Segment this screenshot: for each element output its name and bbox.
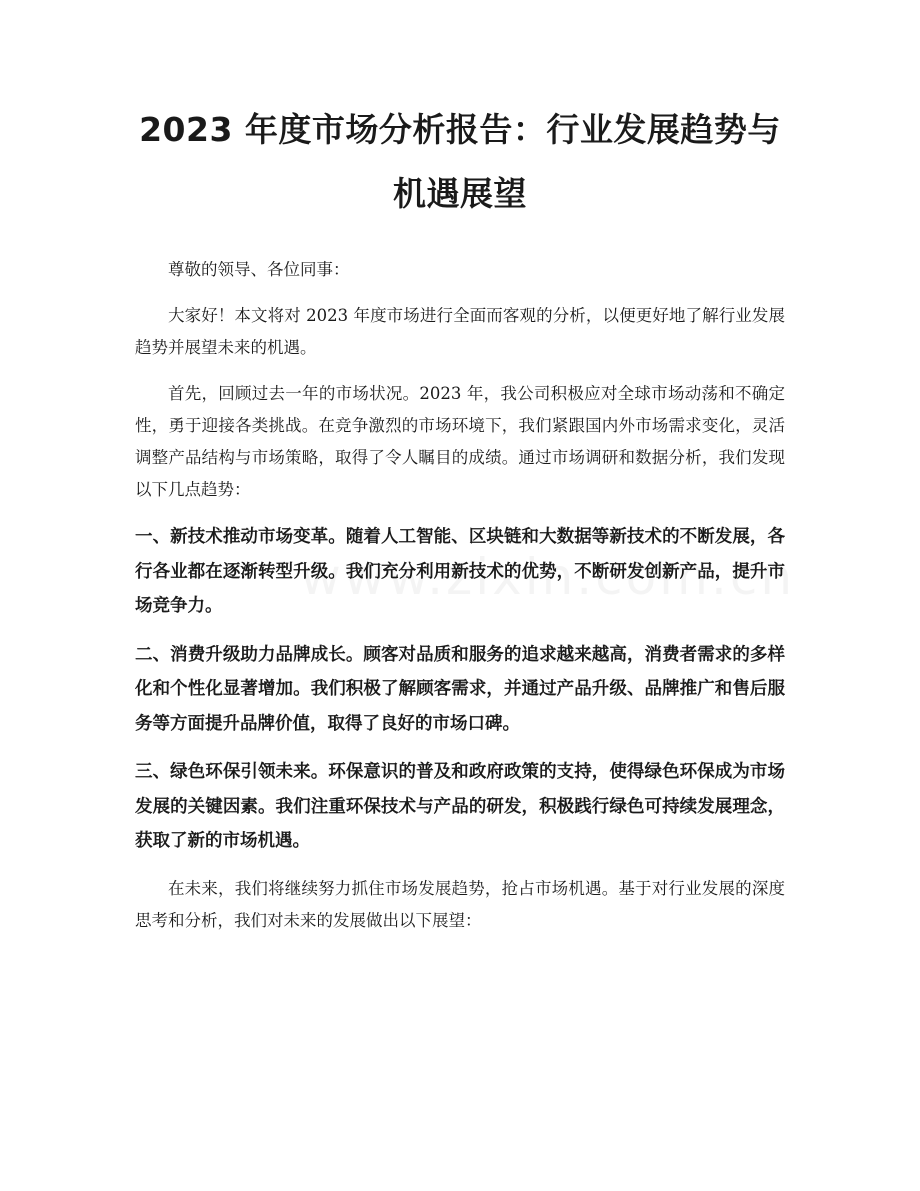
closing-paragraph: 在未来，我们将继续努力抓住市场发展趋势，抢占市场机遇。基于对行业发展的深度思考和分析，我们对未来的发展做出以下展望： xyxy=(135,878,785,930)
trend-item-2: 二、消费升级助力品牌成长。顾客对品质和服务的追求越来越高，消费者需求的多样化和个性化显著增加。我们积极了解顾客需求，并通过产品升级、品牌推广和售后服务等方面提升品牌价值，取得了良好的市场口碑。 xyxy=(135,644,785,734)
salutation: 尊敬的领导、各位同事： xyxy=(168,260,350,279)
intro-paragraph: 大家好！本文将对 2023 年度市场进行全面而客观的分析，以便更好地了解行业发展趋势并展望未来的机遇。 xyxy=(135,306,785,357)
trend-item-3: 三、绿色环保引领未来。环保意识的普及和政府政策的支持，使得绿色环保成为市场发展的关键因素。我们注重环保技术与产品的研发，积极践行绿色可持续发展理念，获取了新的市场机遇。 xyxy=(135,762,785,851)
review-paragraph: 首先，回顾过去一年的市场状况。2023 年，我公司积极应对全球市场动荡和不确定性，勇于迎接各类挑战。在竞争激烈的市场环境下，我们紧跟国内外市场需求变化，灵活调整产品结构与市场策略，取得了令人瞩目的成绩。通过市场调研和数据分析，我们发现以下几点趋势： xyxy=(135,384,785,499)
document-title: 2023 年度市场分析报告：行业发展趋势与机遇展望 xyxy=(139,110,781,213)
trend-item-1: 一、新技术推动市场变革。随着人工智能、区块链和大数据等新技术的不断发展，各行各业都在逐渐转型升级。我们充分利用新技术的优势，不断研发创新产品，提升市场竞争力。 xyxy=(135,527,785,616)
